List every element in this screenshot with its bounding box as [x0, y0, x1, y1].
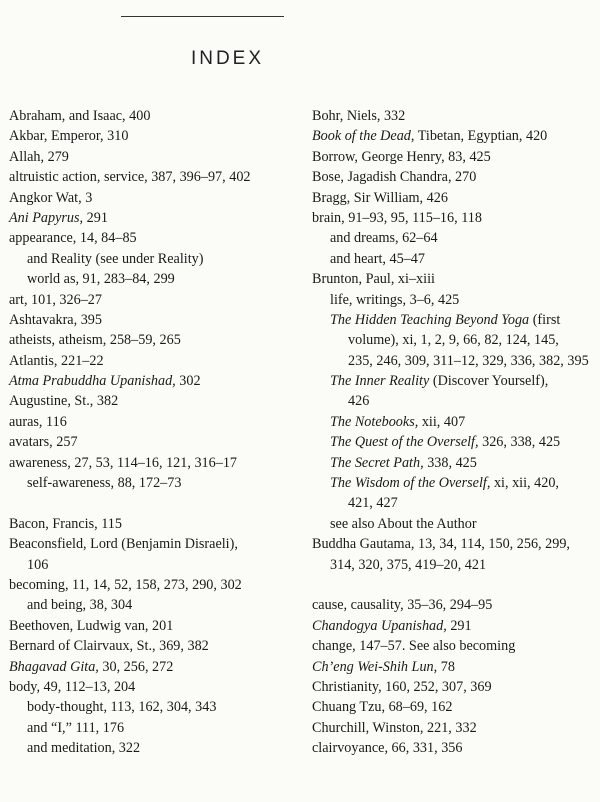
- index-entry: Angkor Wat, 3: [9, 189, 93, 206]
- index-entry-italic-title: The Inner Reality: [330, 373, 430, 390]
- index-entry: [312, 371, 600, 391]
- index-entry: [9, 657, 299, 677]
- index-entry: [312, 473, 600, 493]
- index-entry: appearance, 14, 84–85: [9, 230, 137, 247]
- index-entry: life, writings, 3–6, 425: [330, 291, 460, 308]
- index-entry: and Reality (see under Reality): [27, 250, 204, 267]
- index-entry: Chuang Tzu, 68–69, 162: [312, 699, 453, 716]
- index-entry: Churchill, Winston, 221, 332: [312, 719, 477, 736]
- index-entry: brain, 91–93, 95, 115–16, 118: [312, 209, 482, 226]
- index-entry: [9, 371, 299, 391]
- index-entry-pages: 78: [437, 658, 455, 675]
- index-entry-pages: 291: [446, 617, 472, 634]
- index-entry-italic-title: Chandogya Upanishad,: [312, 617, 447, 634]
- index-entry-italic-title: Bhagavad Gita,: [9, 658, 99, 675]
- index-entry-italic-title: The Hidden Teaching Beyond Yoga: [330, 311, 530, 328]
- index-column-left: [9, 106, 299, 759]
- index-entry: clairvoyance, 66, 331, 356: [312, 740, 463, 757]
- index-entry: Akbar, Emperor, 310: [9, 128, 129, 145]
- index-entry-italic-title: The Notebooks,: [330, 413, 419, 430]
- index-column-right: [312, 106, 600, 759]
- index-entry: [312, 412, 600, 432]
- index-entry: volume), xi, 1, 2, 9, 66, 82, 124, 145,: [348, 332, 559, 349]
- index-entry: awareness, 27, 53, 114–16, 121, 316–17: [9, 454, 238, 471]
- index-entry: Augustine, St., 382: [9, 393, 119, 410]
- index-entry: atheists, atheism, 258–59, 265: [9, 332, 181, 349]
- index-entry: and “I,” 111, 176: [27, 719, 125, 736]
- index-entry: and meditation, 322: [27, 740, 141, 757]
- index-entry-pages: 291: [83, 209, 108, 226]
- index-entry-italic-title: The Secret Path,: [330, 454, 424, 471]
- header-rule: [121, 16, 284, 17]
- index-entry: [312, 310, 600, 330]
- index-entry: and heart, 45–47: [330, 250, 425, 267]
- index-entry: avatars, 257: [9, 434, 78, 451]
- index-entry: [312, 657, 600, 677]
- index-entry: 106: [27, 556, 49, 573]
- index-entry: Bacon, Francis, 115: [9, 515, 122, 532]
- index-entry: becoming, 11, 14, 52, 158, 273, 290, 302: [9, 576, 242, 593]
- index-entry: auras, 116: [9, 413, 67, 430]
- index-entry: Beaconsfield, Lord (Benjamin Disraeli),: [9, 536, 238, 553]
- index-entry-pages: xii, 407: [418, 413, 466, 430]
- index-entry: 421, 427: [348, 495, 398, 512]
- index-entry-pages: (Discover Yourself),: [429, 373, 549, 390]
- index-entry: Christianity, 160, 252, 307, 369: [312, 678, 492, 695]
- index-entry-italic-title: Ch’eng Wei-Shih Lun,: [312, 658, 438, 675]
- index-entry-pages: xi, xii, 420,: [490, 475, 559, 492]
- index-entry-italic-title: Ani Papyrus,: [9, 209, 84, 226]
- index-entry-italic-title: Book of the Dead,: [312, 128, 415, 145]
- index-entry: [9, 208, 299, 228]
- index-entry: Brunton, Paul, xi–xiii: [312, 271, 435, 288]
- index-entry-pages: 302: [175, 373, 201, 390]
- index-entry: 314, 320, 375, 419–20, 421: [330, 556, 487, 573]
- index-entry: and being, 38, 304: [27, 597, 133, 614]
- index-entry: [312, 453, 600, 473]
- index-entry: self-awareness, 88, 172–73: [27, 475, 182, 492]
- index-entry: Borrow, George Henry, 83, 425: [312, 148, 491, 165]
- index-entry: Atlantis, 221–22: [9, 352, 104, 369]
- index-entry: world as, 91, 283–84, 299: [27, 271, 175, 288]
- index-entry: Bose, Jagadish Chandra, 270: [312, 169, 477, 186]
- index-entry: Ashtavakra, 395: [9, 311, 102, 328]
- index-entry: Abraham, and Isaac, 400: [9, 108, 151, 124]
- index-section-gap: [9, 493, 299, 513]
- index-entry: Bohr, Niels, 332: [312, 108, 406, 124]
- index-entry: see also About the Author: [330, 515, 477, 532]
- index-entry: 235, 246, 309, 311–12, 329, 336, 382, 395: [348, 352, 589, 369]
- index-entry: Bragg, Sir William, 426: [312, 189, 448, 206]
- index-entry: 426: [348, 393, 370, 410]
- index-entry: Buddha Gautama, 13, 34, 114, 150, 256, 299,: [312, 536, 570, 553]
- index-entry: and dreams, 62–64: [330, 230, 438, 247]
- index-entry: change, 147–57. See also becoming: [312, 638, 516, 655]
- index-entry-pages: 30, 256, 272: [98, 658, 174, 675]
- index-entry-pages: 338, 425: [423, 454, 477, 471]
- index-entry: Allah, 279: [9, 148, 69, 165]
- index-section-gap: [312, 575, 600, 595]
- index-entry: cause, causality, 35–36, 294–95: [312, 597, 493, 614]
- index-entry: Beethoven, Ludwig van, 201: [9, 617, 174, 634]
- index-entry: art, 101, 326–27: [9, 291, 102, 308]
- index-entry: [312, 616, 600, 636]
- index-entry-italic-title: The Quest of the Overself,: [330, 434, 479, 451]
- index-entry-italic-title: The Wisdom of the Overself,: [330, 475, 491, 492]
- index-entry: [312, 126, 600, 146]
- index-entry-pages: 326, 338, 425: [478, 434, 561, 451]
- index-entry-italic-title: Atma Prabuddha Upanishad,: [9, 373, 176, 390]
- index-entry-pages: Tibetan, Egyptian, 420: [414, 128, 548, 145]
- index-entry: body, 49, 112–13, 204: [9, 678, 136, 695]
- index-entry-pages: (first: [529, 311, 561, 328]
- index-entry: Bernard of Clairvaux, St., 369, 382: [9, 638, 209, 655]
- index-entry: body-thought, 113, 162, 304, 343: [27, 699, 217, 716]
- index-entry: [312, 432, 600, 452]
- page-title: INDEX: [190, 48, 265, 69]
- index-entry: altruistic action, service, 387, 396–97, 402: [9, 169, 251, 186]
